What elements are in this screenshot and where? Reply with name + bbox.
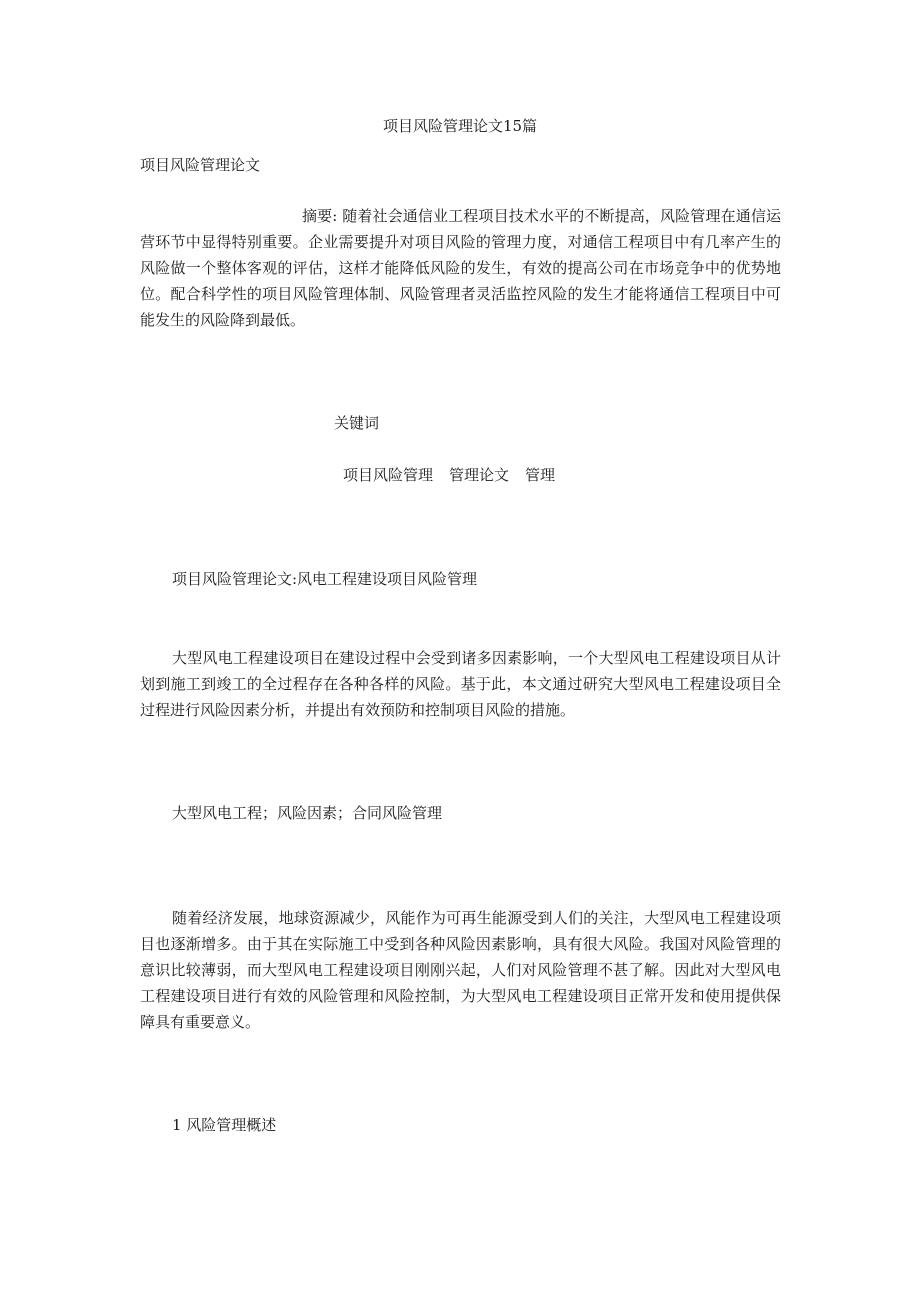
- document-subtitle: 项目风险管理论文: [140, 156, 261, 174]
- paragraph-1: 大型风电工程建设项目在建设过程中会受到诸多因素影响，一个大型风电工程建设项目从计划到施工到竣工的全过程存在各种各样的风险。基于此，本文通过研究大型风电工程建设项目全过程进行风险因素分析，并提出有效预防和控制项目风险的措施。: [140, 649, 781, 719]
- abstract-paragraph: [140, 203, 781, 333]
- paragraph-2: 随着经济发展，地球资源减少，风能作为可再生能源受到人们的关注，大型风电工程建设项目也逐渐增多。由于其在实际施工中受到各种风险因素影响，具有很大风险。我国对风险管理的意识比较薄弱，而大型风电工程建设项目刚刚兴起，人们对风险管理不甚了解。因此对大型风电工程建设项目进行有效的风险管理和风险控制，为大型风电工程建设项目正常开发和使用提供保障具有重要意义。: [140, 909, 781, 1031]
- keyword-line: 大型风电工程；风险因素；合同风险管理: [172, 804, 443, 822]
- keywords-heading: 关键词: [334, 414, 380, 432]
- document-title: 项目风险管理论文15篇: [382, 117, 538, 135]
- keywords-list: [343, 462, 571, 488]
- heading-1: 1 风险管理概述: [172, 1116, 277, 1134]
- keyword-item: 管理论文: [449, 466, 510, 484]
- keyword-item: 管理: [525, 466, 556, 484]
- abstract-label: 摘要:: [302, 207, 338, 225]
- keyword-item: 项目风险管理: [343, 466, 434, 484]
- section-title: 项目风险管理论文:风电工程建设项目风险管理: [172, 570, 478, 588]
- abstract-text: 随着社会通信业工程项目技术水平的不断提高，风险管理在通信运营环节中显得特别重要。企业需要提升对项目风险的管理力度，对通信工程项目中有几率产生的风险做一个整体客观的评估，这样才能降低风险的发生，有效的提高公司在市场竞争中的优势地位。配合科学性的项目风险管理体制、风险管理者灵活监控风险的发生才能将通信工程项目中可能发生的风险降到最低。: [140, 207, 781, 329]
